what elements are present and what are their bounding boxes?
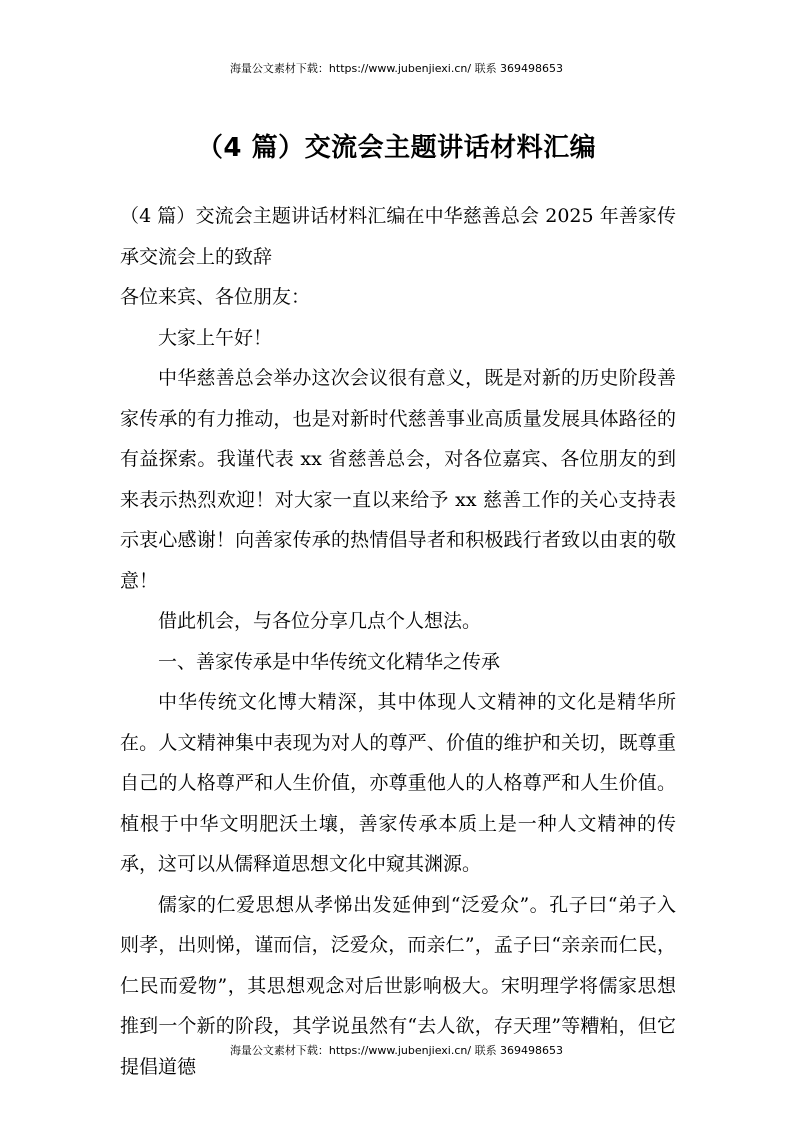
page-header: 海量公文素材下载：https://www.jubenjiexi.cn/ 联系 369498653: [229, 62, 564, 75]
body-paragraph: 儒家的仁爱思想从孝悌出发延伸到“泛爱众”。孔子曰“弟子入则孝，出则悌，谨而信，泛爱众，而亲仁”，孟子曰“亲亲而仁民，仁民而爱物”，其思想观念对后世影响极大。宋明理学将儒家思想推到一个新的阶段，其学说虽然有“去人欲，存天理”等糟粕，但它提倡道德: [120, 893, 676, 1078]
section-heading: 一、善家传承是中华传统文化精华之传承: [158, 650, 501, 673]
intro-paragraph: （4 篇）交流会主题讲话材料汇编在中华慈善总会 2025 年善家传承交流会上的致辞: [120, 205, 676, 268]
document-title: （4 篇）交流会主题讲话材料汇编: [196, 133, 597, 163]
body-paragraph: 中华慈善总会举办这次会议很有意义，既是对新的历史阶段善家传承的有力推动，也是对新时代慈善事业高质量发展具体路径的有益探索。我谨代表 xx 省慈善总会，对各位嘉宾、各位朋友的到来表示热烈欢迎！对大家一直以来给予 xx 慈善工作的关心支持表示衷心感谢！向善家传承的热情倡导者和积极践行者致以由衷的敬意！: [120, 367, 676, 592]
body-paragraph: 中华传统文化博大精深，其中体现人文精神的文化是精华所在。人文精神集中表现为对人的尊严、价值的维护和关切，既尊重自己的人格尊严和人生价值，亦尊重他人的人格尊严和人生价值。植根于中华文明肥沃土壤，善家传承本质上是一种人文精神的传承，这可以从儒释道思想文化中窥其渊源。: [120, 691, 676, 875]
page-footer: 海量公文素材下载：https://www.jubenjiexi.cn/ 联系 369498653: [229, 1044, 564, 1057]
body-paragraph: 借此机会，与各位分享几点个人想法。: [158, 610, 482, 632]
greeting: 大家上午好！: [158, 326, 273, 349]
document-body: [120, 196, 676, 1087]
salutation: 各位来宾、各位朋友：: [120, 286, 311, 308]
